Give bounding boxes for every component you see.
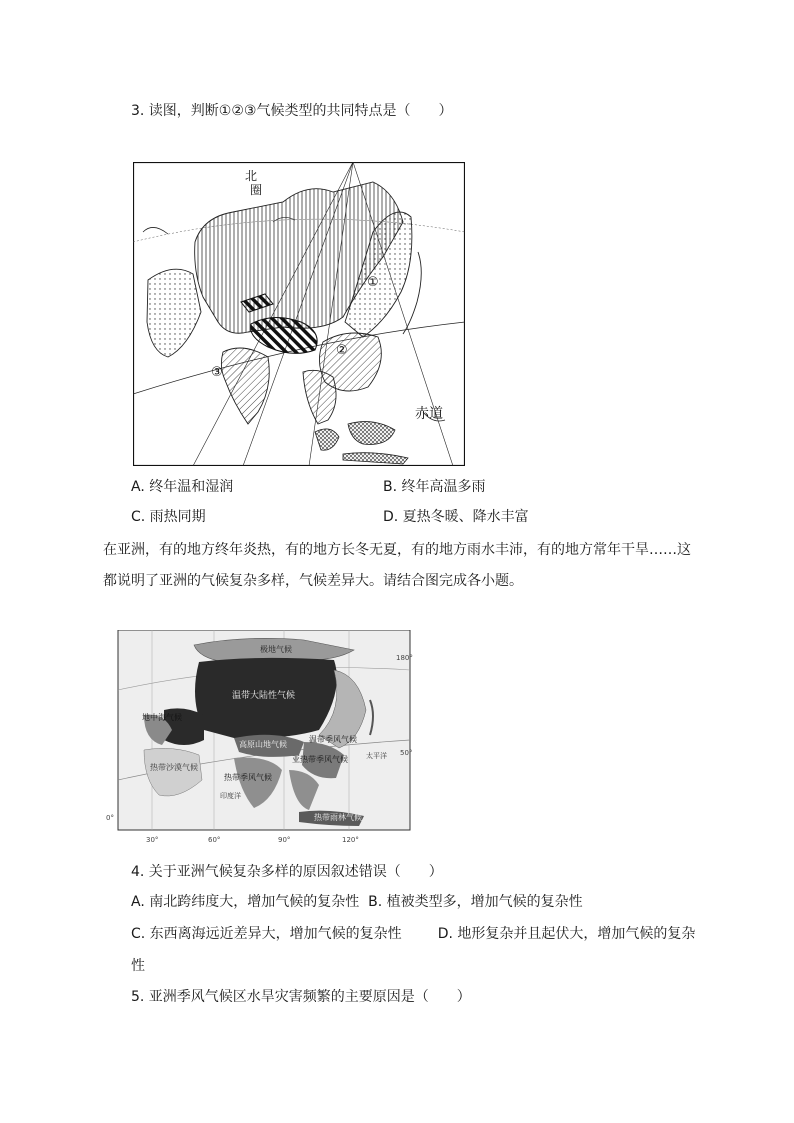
intro-paragraph-line-2: 都说明了亚洲的气候复杂多样，气候差异大。请结合图完成各小题。 xyxy=(103,573,523,589)
question-3-stem: 3. 读图，判断①②③气候类型的共同特点是（ ） xyxy=(131,103,453,119)
map2-degree-60: 60° xyxy=(208,836,221,844)
question-4-option-d[interactable]: D. 地形复杂并且起伏大，增加气候的复杂 xyxy=(437,926,696,942)
map2-label-indian-ocean: 印度洋 xyxy=(220,792,241,800)
map2-label-temperate-monsoon: 温带季风气候 xyxy=(309,735,357,744)
question-4-options-ab xyxy=(131,892,583,912)
map2-degree-30: 30° xyxy=(146,836,159,844)
question-3-option-c[interactable]: C. 雨热同期 xyxy=(131,509,206,525)
question-3-option-a[interactable]: A. 终年温和湿润 xyxy=(131,479,234,495)
map1-equator-label: 赤道 xyxy=(415,406,443,422)
asia-climate-map xyxy=(133,162,465,466)
map1-marker-1: ① xyxy=(367,275,379,290)
map2-degree-180: 180° xyxy=(396,654,413,662)
question-4-options-cd xyxy=(131,924,695,944)
map2-degree-0: 0° xyxy=(106,814,114,822)
map2-label-tropical-monsoon: 热带季风气候 xyxy=(224,773,272,782)
asia-climate-types-map xyxy=(104,630,420,852)
map2-label-polar: 极地气候 xyxy=(260,645,292,654)
map2-label-tropical-rainforest: 热带雨林气候 xyxy=(314,813,362,822)
map2-degree-50: 50° xyxy=(400,749,413,757)
map2-label-pacific: 太平洋 xyxy=(366,752,387,760)
map1-arctic-circle-label-2: 圈 xyxy=(250,183,263,197)
question-3-option-d[interactable]: D. 夏热冬暖、降水丰富 xyxy=(383,509,529,525)
map2-degree-120: 120° xyxy=(342,836,359,844)
question-4-option-b[interactable]: B. 植被类型多，增加气候的复杂性 xyxy=(368,894,583,910)
question-5-stem: 5. 亚洲季风气候区水旱灾害频繁的主要原因是（ ） xyxy=(131,989,471,1005)
map1-marker-2: ② xyxy=(336,343,348,358)
question-4-stem: 4. 关于亚洲气候复杂多样的原因叙述错误（ ） xyxy=(131,864,443,880)
map2-degree-90: 90° xyxy=(278,836,291,844)
map2-label-tropical-desert: 热带沙漠气候 xyxy=(150,763,198,772)
map1-marker-3: ③ xyxy=(211,365,223,380)
map2-label-temperate-continental: 温带大陆性气候 xyxy=(232,691,296,701)
question-3-option-b[interactable]: B. 终年高温多雨 xyxy=(383,479,486,495)
intro-paragraph-line-1: 在亚洲，有的地方终年炎热，有的地方长冬无夏，有的地方雨水丰沛，有的地方常年干旱……这 xyxy=(103,542,691,558)
map2-label-mediterranean: 地中海气候 xyxy=(142,713,182,722)
map1-arctic-circle-label-1: 北 xyxy=(245,169,258,183)
question-4-option-d-wrap: 性 xyxy=(131,958,145,974)
map2-label-subtropical-monsoon: 亚热带季风气候 xyxy=(292,755,348,764)
question-4-option-c[interactable]: C. 东西离海远近差异大，增加气候的复杂性 xyxy=(131,926,402,942)
map2-label-highland: 高原山地气候 xyxy=(239,740,287,749)
question-4-option-a[interactable]: A. 南北跨纬度大，增加气候的复杂性 xyxy=(131,894,360,910)
